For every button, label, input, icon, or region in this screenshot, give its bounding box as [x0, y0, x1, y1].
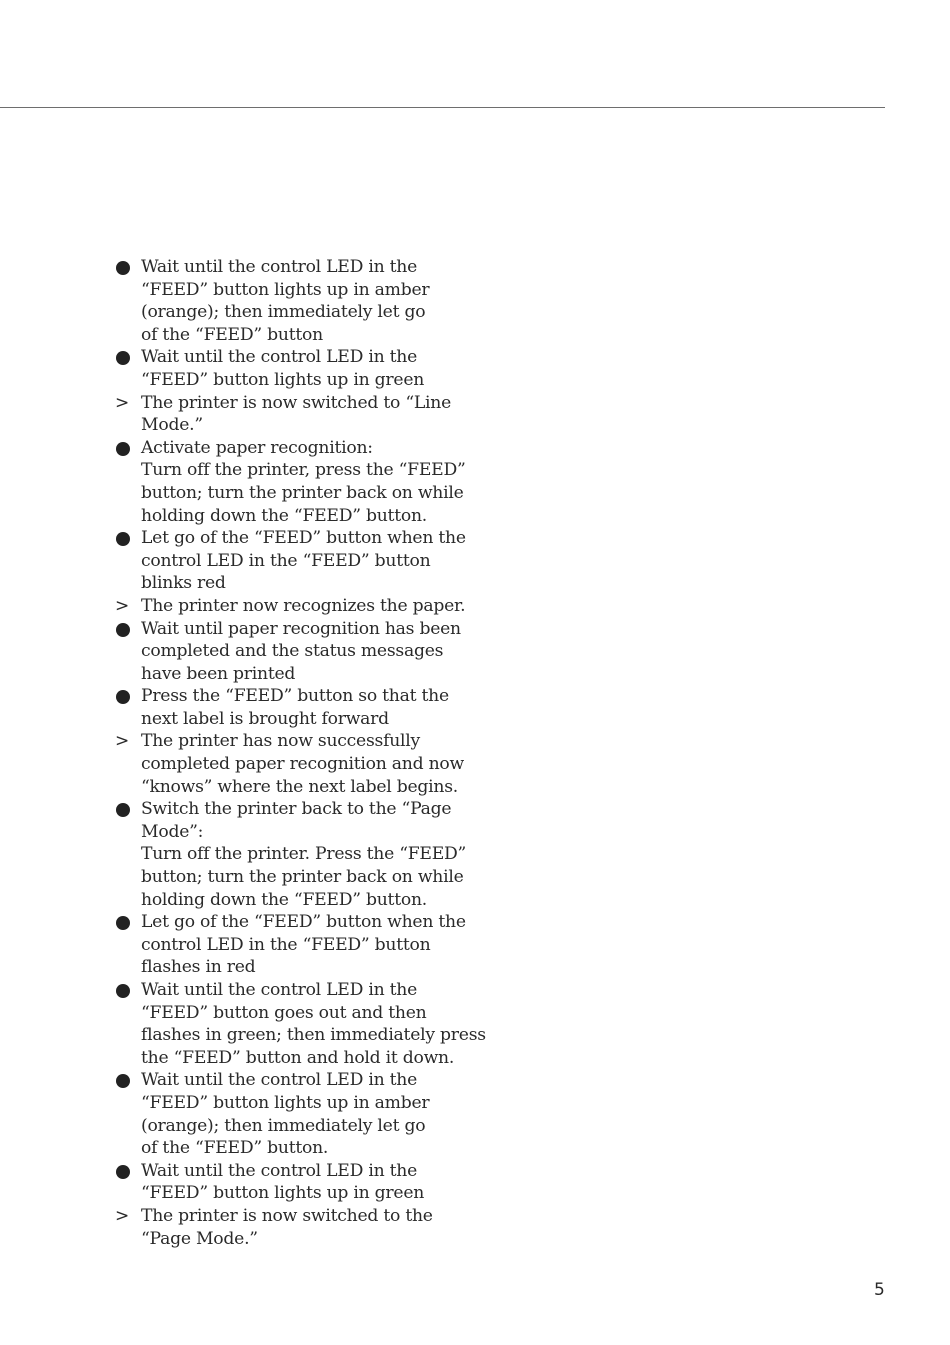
instruction-step [113, 527, 513, 595]
instruction-list [113, 256, 513, 1250]
instruction-step [113, 1069, 513, 1159]
step-text-line: Wait until the control LED in the [141, 1070, 418, 1091]
bullet-icon [113, 685, 133, 708]
result-step [113, 392, 513, 437]
instruction-step [113, 979, 513, 1069]
step-text-line: holding down the “FEED” button. [141, 505, 428, 526]
step-text-line: Wait until the control LED in the [141, 347, 418, 368]
bullet-icon [113, 618, 133, 641]
step-text-line: flashes in red [141, 957, 256, 978]
instruction-step [113, 346, 513, 391]
step-text-line: Let go of the “FEED” button when the [141, 912, 466, 933]
result-step [113, 595, 513, 618]
instruction-step [113, 256, 513, 346]
step-text-line: Turn off the printer. Press the “FEED” [141, 844, 467, 865]
instruction-step [113, 685, 513, 730]
instruction-step [113, 1160, 513, 1205]
step-text-line: “Page Mode.” [141, 1228, 258, 1249]
step-text-line: button; turn the printer back on while [141, 867, 464, 888]
step-text-line: Switch the printer back to the “Page [141, 799, 452, 820]
bullet-icon [113, 1069, 133, 1092]
step-text-line: “FEED” button lights up in amber [141, 279, 430, 300]
step-text-line: The printer is now switched to “Line [141, 392, 452, 413]
bullet-icon [113, 346, 133, 369]
step-text-line: “knows” where the next label begins. [141, 776, 459, 797]
bullet-icon [113, 437, 133, 460]
bullet-icon [113, 527, 133, 550]
step-text-line: Wait until the control LED in the [141, 980, 418, 1000]
step-text-line: The printer now recognizes the paper. [141, 595, 466, 616]
step-text-line: completed and the status messages [141, 641, 444, 662]
bullet-icon [113, 798, 133, 821]
result-step [113, 730, 513, 798]
step-text-line: Wait until the control LED in the [141, 257, 418, 277]
step-text-line: “FEED” button lights up in green [141, 1183, 425, 1204]
step-text-line: “FEED” button lights up in green [141, 369, 425, 390]
instruction-step [113, 437, 513, 527]
instruction-step [113, 798, 513, 911]
instruction-step [113, 911, 513, 979]
step-text-line: (orange); then immediately let go [141, 1115, 426, 1136]
step-text-line: The printer is now switched to the [141, 1205, 433, 1226]
step-text-line: Let go of the “FEED” button when the [141, 528, 466, 549]
step-text-line: control LED in the “FEED” button [141, 550, 431, 571]
header-rule [0, 107, 885, 108]
step-text-line: blinks red [141, 573, 226, 594]
step-text-line: flashes in green; then immediately press [141, 1025, 486, 1046]
bullet-icon [113, 979, 133, 1002]
step-text-line: Wait until the control LED in the [141, 1160, 418, 1181]
instruction-step [113, 618, 513, 686]
step-text-line: Activate paper recognition: [141, 437, 373, 458]
step-text-line: of the “FEED” button. [141, 1138, 329, 1159]
bullet-icon [113, 911, 133, 934]
result-arrow-icon [113, 1205, 133, 1228]
step-text-line: next label is brought forward [141, 708, 389, 729]
step-text-line: “FEED” button lights up in amber [141, 1092, 430, 1113]
bullet-icon [113, 256, 133, 279]
page-number: 5 [874, 1280, 885, 1300]
step-text-line: (orange); then immediately let go [141, 302, 426, 323]
step-text-line: button; turn the printer back on while [141, 482, 464, 503]
step-text-line: Press the “FEED” button so that the [141, 686, 449, 707]
step-text-line: Turn off the printer, press the “FEED” [141, 460, 466, 481]
result-step [113, 1205, 513, 1250]
step-text-line: “FEED” button goes out and then [141, 1002, 427, 1023]
result-arrow-icon [113, 392, 133, 415]
step-text-line: control LED in the “FEED” button [141, 934, 431, 955]
result-arrow-icon [113, 730, 133, 753]
step-text-line: the “FEED” button and hold it down. [141, 1047, 455, 1068]
step-text-line: completed paper recognition and now [141, 754, 464, 775]
step-text-line: of the “FEED” button [141, 324, 323, 345]
step-text-line: The printer has now successfully [141, 731, 420, 752]
result-arrow-icon [113, 595, 133, 618]
step-text-line: holding down the “FEED” button. [141, 889, 428, 910]
step-text-line: Wait until paper recognition has been [141, 618, 461, 639]
bullet-icon [113, 1160, 133, 1183]
step-text-line: have been printed [141, 663, 296, 684]
step-text-line: Mode.” [141, 415, 203, 436]
step-text-line: Mode”: [141, 821, 204, 842]
